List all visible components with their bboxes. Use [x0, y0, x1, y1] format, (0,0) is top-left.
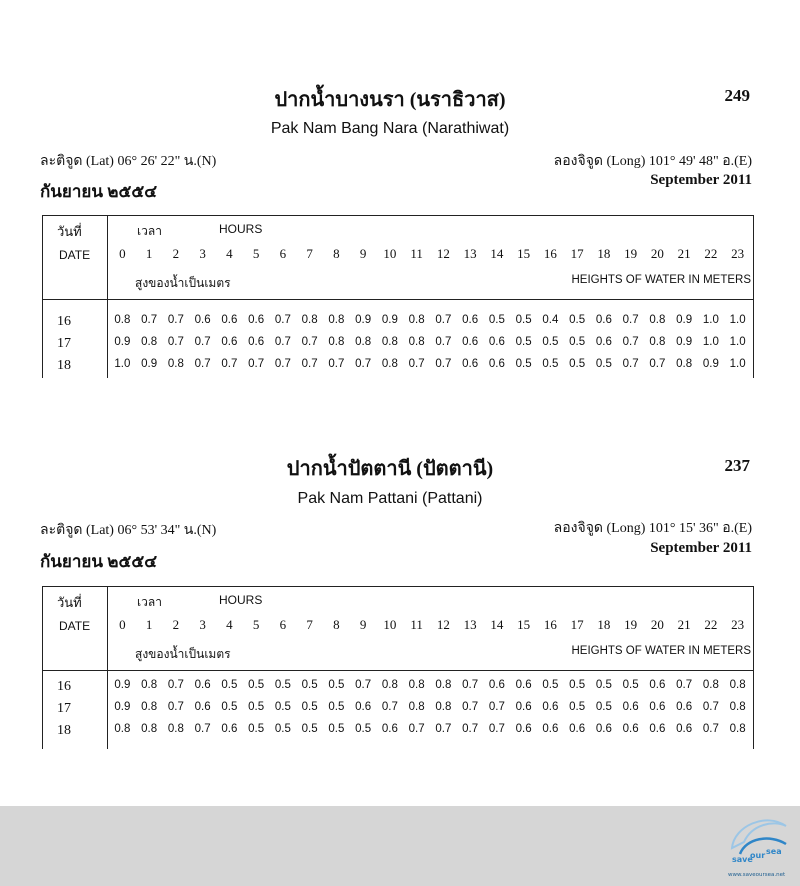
- height-cell: 0.7: [301, 358, 318, 370]
- height-cell: 0.6: [542, 701, 559, 713]
- height-cell: 0.5: [248, 679, 265, 691]
- row-date: 16: [57, 679, 71, 694]
- row-values: [109, 679, 751, 691]
- height-cell: 0.5: [569, 679, 586, 691]
- height-cell: 0.7: [649, 358, 666, 370]
- height-cell: 0.6: [194, 679, 211, 691]
- row-date: 17: [57, 336, 71, 351]
- height-cell: 0.8: [381, 679, 398, 691]
- height-cell: 0.8: [435, 701, 452, 713]
- hour-header: 23: [731, 246, 745, 261]
- height-cell: 0.6: [569, 723, 586, 735]
- height-cell: 0.6: [542, 723, 559, 735]
- height-cell: 0.5: [515, 314, 532, 326]
- hours-label: HOURS: [219, 222, 263, 236]
- height-cell: 0.8: [702, 679, 719, 691]
- hours-label: HOURS: [219, 593, 263, 607]
- logo-url: www.saveoursea.net: [728, 872, 786, 878]
- station-title-english: Pak Nam Pattani (Pattani): [297, 490, 483, 507]
- hour-header: 12: [436, 617, 450, 632]
- hour-header: 20: [650, 246, 664, 261]
- height-cell: 0.5: [301, 701, 318, 713]
- height-cell: 0.8: [141, 679, 158, 691]
- hour-header: 11: [410, 617, 423, 632]
- latitude-label: ละติจูด (Lat) 06° 53' 34" น.(N): [40, 523, 217, 538]
- hour-header: 12: [436, 246, 450, 261]
- height-cell: 0.5: [488, 314, 505, 326]
- row-values: [109, 336, 751, 348]
- hour-header: 21: [677, 617, 691, 632]
- hour-header: 2: [172, 246, 180, 261]
- logo-text-save: save: [732, 855, 753, 864]
- height-cell: 0.8: [301, 314, 318, 326]
- logo-text-sea: sea: [766, 847, 782, 856]
- height-cell: 0.9: [676, 336, 693, 348]
- height-cell: 0.8: [408, 336, 425, 348]
- height-cell: 0.6: [622, 723, 639, 735]
- tide-table: [42, 586, 754, 749]
- height-cell: 0.6: [488, 679, 505, 691]
- table-row: [43, 314, 753, 334]
- row-values: [109, 723, 751, 735]
- height-cell: 0.7: [355, 679, 372, 691]
- height-cell: 0.6: [676, 723, 693, 735]
- hour-header: 21: [677, 246, 691, 261]
- height-cell: 0.7: [488, 701, 505, 713]
- height-cell: 1.0: [729, 314, 746, 326]
- height-cell: 0.6: [649, 723, 666, 735]
- height-cell: 0.9: [114, 701, 131, 713]
- height-cell: 0.7: [622, 358, 639, 370]
- height-cell: 0.5: [569, 314, 586, 326]
- hour-header: 10: [383, 246, 397, 261]
- longitude-label: ลองจิจูด (Long) 101° 49' 48" อ.(E): [553, 154, 752, 169]
- hour-header: 4: [226, 246, 233, 261]
- hour-header: 18: [597, 617, 611, 632]
- height-cell: 0.8: [649, 314, 666, 326]
- height-cell: 0.6: [515, 701, 532, 713]
- hour-header: 14: [490, 246, 504, 261]
- height-cell: 0.8: [729, 701, 746, 713]
- height-cell: 0.8: [408, 314, 425, 326]
- hour-header: 4: [226, 617, 233, 632]
- hour-header: 1: [145, 246, 153, 261]
- date-label: DATE: [59, 248, 91, 262]
- height-cell: 0.9: [114, 679, 131, 691]
- height-cell: 0.5: [569, 358, 586, 370]
- month-thai: กันยายน ๒๕๕๔: [40, 552, 158, 571]
- height-cell: 0.5: [328, 701, 345, 713]
- height-cell: 0.7: [328, 358, 345, 370]
- height-cell: 0.8: [114, 723, 131, 735]
- height-label-english: HEIGHTS OF WATER IN METERS: [571, 645, 751, 657]
- height-cell: 0.7: [435, 723, 452, 735]
- row-values: [109, 314, 751, 326]
- hour-header: 22: [704, 246, 718, 261]
- height-cell: 0.8: [381, 336, 398, 348]
- height-cell: 0.5: [221, 701, 238, 713]
- height-cell: 0.8: [408, 701, 425, 713]
- height-cell: 0.6: [595, 723, 612, 735]
- height-cell: 0.8: [141, 336, 158, 348]
- height-cell: 0.6: [248, 314, 265, 326]
- height-cell: 0.8: [328, 314, 345, 326]
- height-cell: 0.9: [355, 314, 372, 326]
- height-label-english: HEIGHTS OF WATER IN METERS: [571, 274, 751, 286]
- table-row: [43, 701, 753, 721]
- height-cell: 0.8: [408, 679, 425, 691]
- day-label-thai: วันที่: [57, 595, 82, 610]
- hour-header: 16: [543, 617, 557, 632]
- hour-header: 19: [624, 246, 638, 261]
- height-cell: 0.8: [167, 358, 184, 370]
- hour-header: 0: [119, 617, 126, 632]
- height-cell: 0.7: [381, 701, 398, 713]
- height-cell: 0.7: [488, 723, 505, 735]
- height-cell: 0.6: [515, 723, 532, 735]
- month-english: September 2011: [650, 172, 752, 188]
- hour-header-row: [109, 246, 751, 262]
- height-cell: 0.7: [167, 314, 184, 326]
- height-cell: 0.6: [676, 701, 693, 713]
- height-label-thai: สูงของน้ำเป็นเมตร: [135, 276, 231, 290]
- height-cell: 0.5: [274, 723, 291, 735]
- time-label-thai: เวลา: [137, 224, 162, 238]
- height-cell: 0.6: [649, 679, 666, 691]
- height-cell: 0.5: [301, 723, 318, 735]
- hour-header: 18: [597, 246, 611, 261]
- height-cell: 0.7: [676, 679, 693, 691]
- height-cell: 0.6: [488, 358, 505, 370]
- height-cell: 0.6: [221, 723, 238, 735]
- hour-header: 6: [279, 617, 287, 632]
- hour-header: 5: [252, 246, 260, 261]
- height-cell: 0.5: [595, 701, 612, 713]
- height-cell: 0.5: [274, 679, 291, 691]
- height-cell: 0.4: [542, 314, 559, 326]
- height-cell: 1.0: [114, 358, 131, 370]
- height-cell: 1.0: [729, 358, 746, 370]
- table-row: [43, 358, 753, 378]
- height-cell: 0.9: [676, 314, 693, 326]
- height-cell: 0.6: [462, 314, 479, 326]
- height-cell: 0.7: [702, 701, 719, 713]
- hour-header: 19: [624, 617, 638, 632]
- hour-header: 6: [279, 246, 287, 261]
- height-cell: 0.6: [622, 701, 639, 713]
- height-cell: 0.5: [355, 723, 372, 735]
- station-title-thai: ปากน้ำบางนรา (นราธิวาส): [274, 89, 506, 111]
- height-cell: 0.5: [595, 679, 612, 691]
- height-cell: 0.6: [355, 701, 372, 713]
- day-label-thai: วันที่: [57, 224, 82, 239]
- height-cell: 0.6: [595, 314, 612, 326]
- height-cell: 0.7: [141, 314, 158, 326]
- hour-header: 9: [359, 617, 367, 632]
- height-cell: 0.7: [462, 701, 479, 713]
- height-label-thai: สูงของน้ำเป็นเมตร: [135, 647, 231, 661]
- height-cell: 0.6: [462, 358, 479, 370]
- height-cell: 0.7: [462, 679, 479, 691]
- row-values: [109, 701, 751, 713]
- hour-header: 20: [650, 617, 664, 632]
- hour-header: 3: [199, 246, 206, 261]
- row-date: 18: [57, 723, 71, 738]
- row-date: 16: [57, 314, 71, 329]
- page-number: 237: [724, 456, 750, 475]
- hour-header: 8: [333, 617, 340, 632]
- height-cell: 0.8: [435, 679, 452, 691]
- height-cell: 0.8: [676, 358, 693, 370]
- height-cell: 0.7: [167, 679, 184, 691]
- saveoursea-logo: [726, 808, 792, 880]
- height-cell: 0.7: [274, 358, 291, 370]
- row-date: 18: [57, 358, 71, 373]
- hour-header: 0: [119, 246, 126, 261]
- height-cell: 0.5: [248, 723, 265, 735]
- month-english: September 2011: [650, 540, 752, 556]
- height-cell: 0.6: [462, 336, 479, 348]
- height-cell: 0.8: [141, 701, 158, 713]
- height-cell: 0.9: [114, 336, 131, 348]
- height-cell: 1.0: [702, 336, 719, 348]
- hour-header: 7: [306, 617, 313, 632]
- height-cell: 0.8: [141, 723, 158, 735]
- hour-header: 10: [383, 617, 397, 632]
- height-cell: 0.5: [301, 679, 318, 691]
- hour-header: 11: [410, 246, 423, 261]
- page-number: 249: [724, 86, 750, 105]
- height-cell: 0.5: [328, 723, 345, 735]
- latitude-label: ละติจูด (Lat) 06° 26' 22" น.(N): [40, 154, 217, 169]
- hour-header: 14: [490, 617, 504, 632]
- hour-header: 1: [145, 617, 153, 632]
- height-cell: 0.6: [194, 701, 211, 713]
- station-title-english: Pak Nam Bang Nara (Narathiwat): [270, 120, 510, 137]
- hour-header: 2: [172, 617, 180, 632]
- hour-header: 22: [704, 617, 718, 632]
- height-cell: 0.5: [328, 679, 345, 691]
- height-cell: 0.7: [408, 723, 425, 735]
- hour-header: 23: [731, 617, 745, 632]
- time-label-thai: เวลา: [137, 595, 162, 609]
- hour-header: 15: [517, 617, 531, 632]
- height-cell: 0.6: [221, 336, 238, 348]
- height-cell: 0.7: [408, 358, 425, 370]
- month-thai: กันยายน ๒๕๕๔: [40, 182, 158, 201]
- table-row: [43, 679, 753, 699]
- height-cell: 0.6: [488, 336, 505, 348]
- height-cell: 0.8: [114, 314, 131, 326]
- height-cell: 0.8: [355, 336, 372, 348]
- height-cell: 0.5: [248, 701, 265, 713]
- height-cell: 0.9: [702, 358, 719, 370]
- height-cell: 0.5: [274, 701, 291, 713]
- hour-header: 5: [252, 617, 260, 632]
- table-row: [43, 723, 753, 743]
- height-cell: 0.5: [569, 701, 586, 713]
- height-cell: 0.7: [248, 358, 265, 370]
- height-cell: 0.8: [649, 336, 666, 348]
- height-cell: 0.7: [435, 336, 452, 348]
- row-values: [109, 358, 751, 370]
- height-cell: 0.6: [595, 336, 612, 348]
- height-cell: 0.9: [141, 358, 158, 370]
- tide-table: [42, 215, 754, 378]
- hour-header: 15: [517, 246, 531, 261]
- height-cell: 0.7: [194, 358, 211, 370]
- height-cell: 0.5: [595, 358, 612, 370]
- hour-header: 7: [306, 246, 313, 261]
- height-cell: 0.7: [221, 358, 238, 370]
- height-cell: 0.5: [515, 336, 532, 348]
- height-cell: 0.5: [221, 679, 238, 691]
- height-cell: 0.7: [194, 723, 211, 735]
- height-cell: 0.7: [435, 314, 452, 326]
- height-cell: 0.7: [702, 723, 719, 735]
- height-cell: 0.8: [167, 723, 184, 735]
- hour-header: 13: [463, 246, 477, 261]
- height-cell: 0.7: [435, 358, 452, 370]
- height-cell: 0.5: [622, 679, 639, 691]
- logo-text-our: our: [750, 851, 766, 860]
- height-cell: 0.7: [167, 336, 184, 348]
- table-row: [43, 336, 753, 356]
- height-cell: 1.0: [729, 336, 746, 348]
- hour-header: 8: [333, 246, 340, 261]
- row-date: 17: [57, 701, 71, 716]
- table-header-divider: [43, 670, 753, 671]
- height-cell: 0.6: [221, 314, 238, 326]
- height-cell: 0.5: [542, 358, 559, 370]
- height-cell: 0.7: [167, 701, 184, 713]
- hour-header-row: [109, 617, 751, 633]
- height-cell: 0.6: [381, 723, 398, 735]
- height-cell: 0.5: [542, 679, 559, 691]
- station-title-thai: ปากน้ำปัตตานี (ปัตตานี): [286, 458, 494, 480]
- hour-header: 16: [543, 246, 557, 261]
- hour-header: 3: [199, 617, 206, 632]
- footer-band: [0, 806, 800, 886]
- height-cell: 0.9: [381, 314, 398, 326]
- height-cell: 0.7: [274, 314, 291, 326]
- hour-header: 17: [570, 617, 584, 632]
- date-label: DATE: [59, 619, 91, 633]
- height-cell: 0.8: [328, 336, 345, 348]
- hour-header: 17: [570, 246, 584, 261]
- height-cell: 0.6: [515, 679, 532, 691]
- height-cell: 1.0: [702, 314, 719, 326]
- height-cell: 0.5: [515, 358, 532, 370]
- hour-header: 9: [359, 246, 367, 261]
- table-header-divider: [43, 299, 753, 300]
- height-cell: 0.5: [542, 336, 559, 348]
- height-cell: 0.7: [194, 336, 211, 348]
- height-cell: 0.7: [622, 314, 639, 326]
- longitude-label: ลองจิจูด (Long) 101° 15' 36" อ.(E): [553, 521, 752, 536]
- hour-header: 13: [463, 617, 477, 632]
- height-cell: 0.7: [301, 336, 318, 348]
- height-cell: 0.6: [248, 336, 265, 348]
- height-cell: 0.7: [622, 336, 639, 348]
- height-cell: 0.6: [649, 701, 666, 713]
- height-cell: 0.5: [569, 336, 586, 348]
- height-cell: 0.7: [462, 723, 479, 735]
- height-cell: 0.6: [194, 314, 211, 326]
- height-cell: 0.8: [729, 723, 746, 735]
- height-cell: 0.7: [274, 336, 291, 348]
- height-cell: 0.7: [355, 358, 372, 370]
- height-cell: 0.8: [729, 679, 746, 691]
- height-cell: 0.8: [381, 358, 398, 370]
